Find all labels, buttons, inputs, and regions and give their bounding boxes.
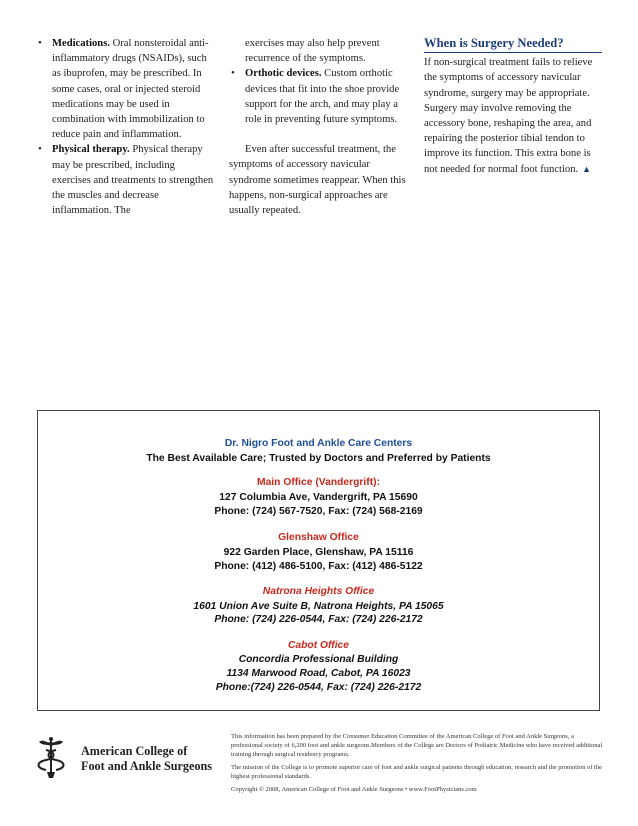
office-phone: Phone: (724) 226-0544, Fax: (724) 226-2172 [214,614,423,625]
column-2 [229,36,407,218]
office-phone: Phone:(724) 226-0544, Fax: (724) 226-2172 [215,682,422,693]
treatment-list [36,36,216,218]
office-building: Concordia Professional Building [238,654,399,665]
surgery-paragraph [424,55,602,177]
surgery-text: If non-surgical treatment fails to relieve the symptoms of accessory navicular syndrome, surgery may be appropriate. Surgery may involve removing the accessory bone, reshaping the area, and repairing the posterior tibial tendon to improve its function. This extra bone is not needed for normal foot function. [424,57,593,175]
office-title: Glenshaw Office [278,532,359,543]
continued-text: exercises may also help prevent recurrence of the symptoms. [245,38,380,65]
item-term: Medications. [52,38,110,49]
recurrence-paragraph: Even after successful treatment, the symptoms of accessory navicular syndrome sometimes reappear. When this happens, non-surgical approaches are usually repeated. [229,144,406,217]
practice-info-box [37,410,600,711]
office-address: 127 Columbia Ave, Vandergrift, PA 15690 [219,492,418,503]
office-phone: Phone: (412) 486-5100, Fax: (412) 486-5122 [214,561,423,572]
item-text: Physical therapy may be prescribed, including exercises and treatments to strengthen the muscles and decrease inflammation. The [52,144,214,217]
item-term: Orthotic devices. [245,68,322,80]
caduceus-icon [37,736,65,780]
logo-line: Foot and Ankle Surgeons [81,759,213,773]
footer-about: This information has been prepared by the Consumer Education Committee of the American College of Foot and Ankle Surgeons, a professional society of 6,200 foot and ankle surgeons.Members of the College are Doctors of Podiatric Medicine who have received additional training through surgical residency programs. [231,733,603,758]
end-mark-icon: ▲ [582,163,592,174]
office-title: Cabot Office [287,640,350,651]
section-heading: When is Surgery Needed? [424,36,602,53]
item-text: Oral nonsteroidal anti-inflammatory drugs (NSAIDs), such as ibuprofen, may be prescribed. In some cases, oral or injected steroid medications may be used in combination with immobilization to reduce pain and inflammation. [52,38,209,141]
logo-text [81,744,212,774]
office-address: 1601 Union Ave Suite B, Natrona Heights, PA 15065 [193,601,444,612]
footer-mission: The mission of the College is to promote superior care of foot and ankle surgical patients through education, research and the promotion of the highest professional standards. [231,764,602,780]
office-address: 1134 Marwood Road, Cabot, PA 16023 [226,668,411,679]
list-item [229,66,407,127]
treatment-list-continued [229,66,407,127]
list-item [36,142,216,218]
footer-copyright: Copyright © 2008, American College of Foot and Ankle Surgeons • www.FootPhysicians.com [231,786,477,793]
footer [231,732,607,798]
office-address: 922 Garden Place, Glenshaw, PA 15116 [223,547,414,558]
item-term: Physical therapy. [52,144,130,156]
list-item [36,36,216,142]
logo-line: American College of [81,744,188,758]
column-3 [424,36,602,177]
item-text: Custom orthotic devices that fit into the shoe provide support for the arch, and may play a role in preventing future symptoms. [245,68,400,126]
column-1 [36,36,216,218]
office-title: Natrona Heights Office [262,586,375,597]
practice-name: Dr. Nigro Foot and Ankle Care Centers [224,438,413,449]
office-title: Main Office (Vandergrift): [257,477,380,488]
acfas-logo [37,736,217,784]
office-phone: Phone: (724) 567-7520, Fax: (724) 568-2169 [214,506,423,517]
practice-tagline: The Best Available Care; Trusted by Doctors and Preferred by Patients [146,453,491,464]
